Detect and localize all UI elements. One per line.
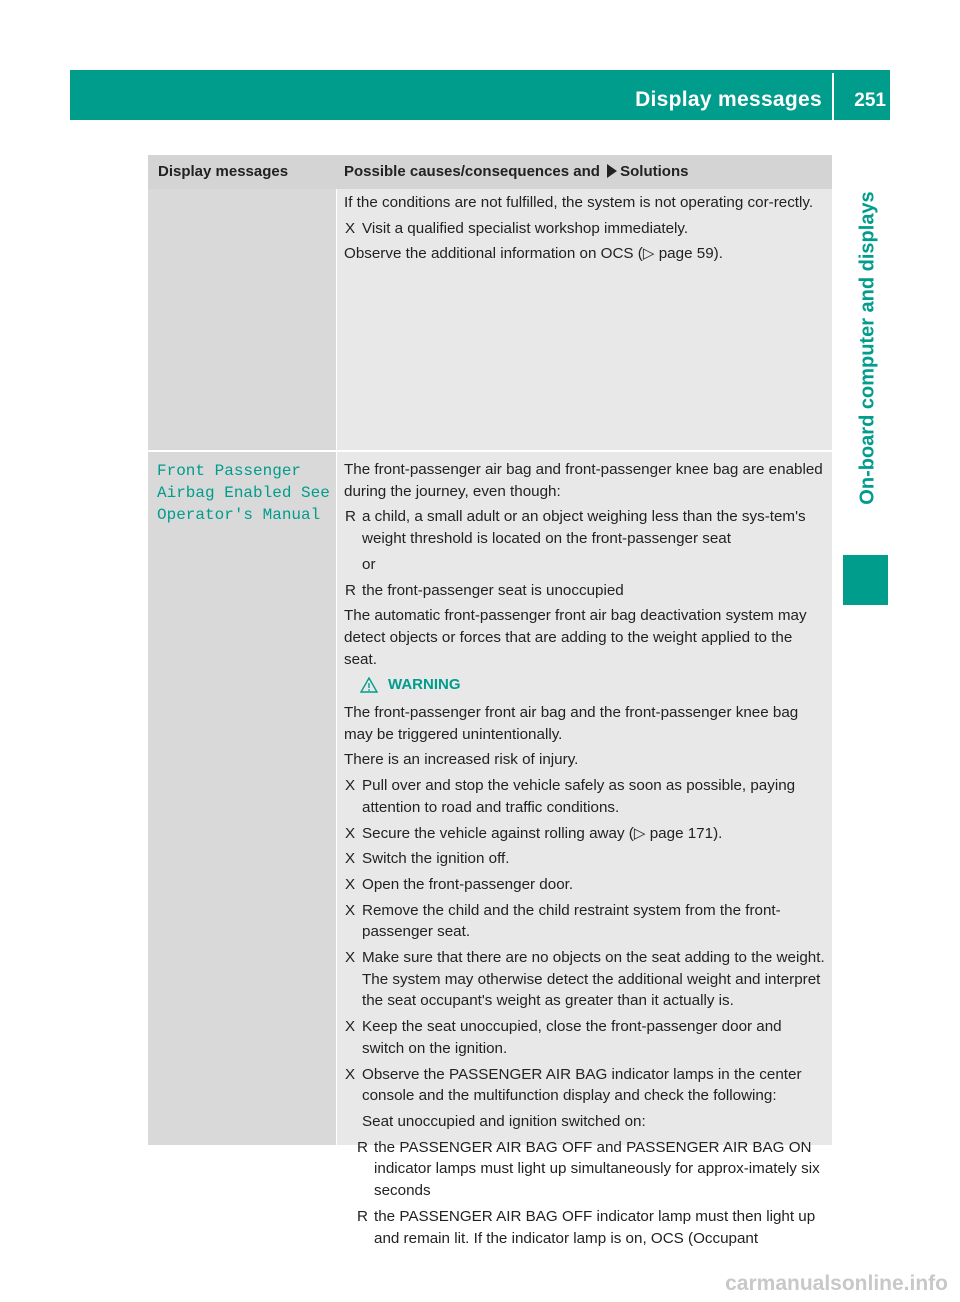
display-message-line: Front Passenger bbox=[157, 462, 302, 480]
paragraph: There is an increased risk of injury. bbox=[344, 751, 579, 769]
warning-label: WARNING bbox=[388, 676, 461, 694]
action-step bbox=[344, 900, 828, 943]
action-text: Observe the PASSENGER AIR BAG indicator lamps in the center console and the multifunction display and check the following: bbox=[362, 1065, 802, 1105]
sub-bullet-item bbox=[344, 1206, 828, 1249]
row-solution-cell bbox=[337, 452, 832, 1247]
paragraph: If the conditions are not fulfilled, the system is not operating cor-rectly. bbox=[344, 194, 814, 211]
action-marker: X bbox=[345, 1018, 356, 1036]
warning-triangle-icon bbox=[360, 677, 378, 693]
action-marker: X bbox=[345, 949, 356, 967]
warning-heading bbox=[344, 674, 828, 696]
display-messages-table bbox=[148, 155, 832, 1247]
column-header-display-messages: Display messages bbox=[158, 163, 289, 180]
display-message-line: Airbag Enabled See bbox=[157, 484, 330, 502]
header-divider bbox=[832, 73, 834, 120]
column-header-solutions-text: Solutions bbox=[620, 163, 689, 180]
action-step bbox=[344, 218, 828, 240]
bullet-text: the PASSENGER AIR BAG OFF indicator lamp must then light up and remain lit. If the indicator lamp is on, OCS (Occupant bbox=[374, 1207, 816, 1247]
bullet-marker: R bbox=[357, 1138, 368, 1156]
bullet-text: the PASSENGER AIR BAG OFF and PASSENGER AIR BAG ON indicator lamps must light up simultaneously for approx-imately six seconds bbox=[374, 1138, 820, 1200]
display-message-code bbox=[157, 460, 330, 526]
side-section-marker bbox=[843, 555, 888, 605]
action-step bbox=[344, 823, 828, 845]
row-message-cell bbox=[148, 452, 336, 1145]
action-text: Keep the seat unoccupied, close the front-passenger door and switch on the ignition. bbox=[362, 1018, 782, 1057]
table-header-row bbox=[148, 155, 832, 189]
sub-intro: Seat unoccupied and ignition switched on: bbox=[362, 1112, 646, 1130]
bullet-item bbox=[344, 506, 828, 549]
table-row bbox=[148, 452, 832, 1247]
bullet-marker: R bbox=[345, 581, 356, 599]
bullet-marker: R bbox=[345, 508, 356, 526]
paragraph: The front-passenger front air bag and the front-passenger knee bag may be triggered unintentionally. bbox=[344, 704, 799, 743]
watermark: carmanualsonline.info bbox=[725, 1272, 948, 1295]
paragraph: Observe the additional information on OCS (▷ page 59). bbox=[344, 245, 723, 263]
action-text: Secure the vehicle against rolling away (▷ page 171). bbox=[362, 824, 723, 842]
sub-bullet-item bbox=[344, 1137, 828, 1202]
action-marker: X bbox=[345, 1065, 356, 1083]
bullet-text: the front-passenger seat is unoccupied bbox=[362, 581, 624, 599]
bullet-text: a child, a small adult or an object weighing less than the sys-tem's weight threshold is located on the front-passenger seat bbox=[362, 508, 806, 548]
paragraph: The automatic front-passenger front air bag deactivation system may detect objects or forces that are adding to the weight applied to the seat. bbox=[344, 607, 807, 668]
page-number: 251 bbox=[854, 90, 886, 111]
action-marker: X bbox=[345, 777, 356, 795]
row-message-cell bbox=[148, 189, 336, 450]
bullet-marker: R bbox=[357, 1207, 368, 1225]
side-section-label-text: On-board computer and displays bbox=[856, 191, 879, 505]
action-step bbox=[344, 775, 828, 818]
column-header-causes-text: Possible causes/consequences and bbox=[344, 163, 600, 180]
table-row bbox=[148, 189, 832, 450]
arrow-right-icon bbox=[607, 164, 617, 178]
column-header-causes-solutions bbox=[344, 163, 688, 180]
side-section-label bbox=[843, 143, 893, 553]
action-marker: X bbox=[345, 875, 356, 893]
action-step bbox=[344, 874, 828, 896]
paragraph: The front-passenger air bag and front-passenger knee bag are enabled during the journey, even though: bbox=[344, 461, 823, 500]
action-step bbox=[344, 947, 828, 1012]
action-marker: X bbox=[345, 901, 356, 919]
or-text: or bbox=[362, 555, 376, 573]
action-text: Pull over and stop the vehicle safely as soon as possible, paying attention to road and traffic conditions. bbox=[362, 777, 796, 816]
action-text: Make sure that there are no objects on the seat adding to the weight. bbox=[362, 949, 825, 967]
bullet-item bbox=[344, 580, 828, 602]
action-text: Remove the child and the child restraint system from the front-passenger seat. bbox=[362, 901, 781, 941]
action-text: Open the front-passenger door. bbox=[362, 875, 574, 893]
action-marker: X bbox=[345, 824, 356, 842]
display-message-line: Operator's Manual bbox=[157, 506, 321, 524]
action-text: Switch the ignition off. bbox=[362, 850, 510, 868]
action-marker: X bbox=[345, 850, 356, 868]
action-step bbox=[344, 1016, 828, 1059]
row-solution-cell bbox=[337, 189, 832, 450]
page-header-bar bbox=[70, 70, 890, 120]
header-title: Display messages bbox=[635, 88, 822, 111]
action-step bbox=[344, 848, 828, 870]
action-subtext: The system may otherwise detect the additional weight and interpret the seat occupant's weight as greater than it actually is. bbox=[362, 970, 821, 1010]
action-marker: X bbox=[345, 219, 356, 237]
action-step bbox=[344, 1064, 828, 1107]
action-text: Visit a qualified specialist workshop immediately. bbox=[362, 219, 689, 237]
